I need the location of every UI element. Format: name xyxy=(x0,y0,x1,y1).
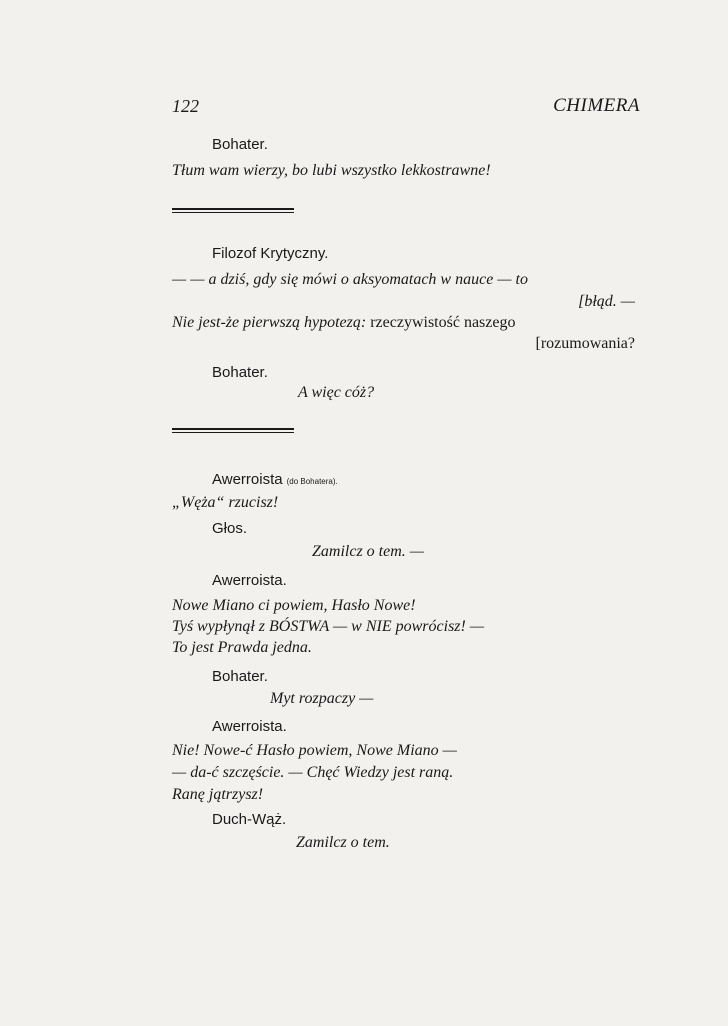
speaker-bohater-2: Bohater. xyxy=(212,364,268,381)
verse-line: Tłum wam wierzy, bo lubi wszystko lekkostrawne! xyxy=(172,162,491,179)
verse-italic-part: Nie jest-że pierwszą hypotezą: xyxy=(172,314,367,331)
verse-line: Tyś wypłynął z BÓSTWA — w NIE powrócisz! — xyxy=(172,618,485,635)
verse-line: Zamilcz o tem. xyxy=(296,834,390,851)
verse-line: „Węża“ rzucisz! xyxy=(172,494,279,511)
verse-line: — da-ć szczęście. — Chęć Wiedzy jest raną. xyxy=(172,764,454,781)
speaker-duch-waz: Duch-Wąż. xyxy=(212,811,287,828)
section-divider xyxy=(172,208,294,213)
stage-direction: (do Bohatera). xyxy=(286,477,338,486)
verse-line: Nowe Miano ci powiem, Hasło Nowe! xyxy=(172,597,416,614)
verse-continuation: [rozumowania? xyxy=(535,335,635,352)
verse-line xyxy=(172,314,515,332)
speaker-filozof: Filozof Krytyczny. xyxy=(212,245,329,262)
verse-line: To jest Prawda jedna. xyxy=(172,639,312,656)
speaker-bohater-1: Bohater. xyxy=(212,136,268,153)
verse-line: Zamilcz o tem. — xyxy=(312,543,424,560)
verse-roman-part: rzeczywistość naszego xyxy=(370,314,516,331)
speaker-awerroista-3: Awerroista. xyxy=(212,718,287,735)
verse-line: Myt rozpaczy — xyxy=(270,690,374,707)
section-divider xyxy=(172,428,294,433)
verse-line: — — a dziś, gdy się mówi o aksyomatach w nauce — to xyxy=(172,271,528,288)
verse-continuation: [błąd. — xyxy=(578,293,635,310)
speaker-awerroista-2: Awerroista. xyxy=(212,572,287,589)
speaker-glos: Głos. xyxy=(212,520,248,537)
running-title: CHIMERA xyxy=(553,95,640,116)
speaker-bohater-3: Bohater. xyxy=(212,668,268,685)
verse-line: Nie! Nowe-ć Hasło powiem, Nowe Miano — xyxy=(172,742,457,759)
verse-line: Ranę jątrzysz! xyxy=(172,786,264,803)
verse-line: A więc cóż? xyxy=(298,384,375,401)
speaker-awerroista-1 xyxy=(212,471,338,489)
page-number: 122 xyxy=(172,96,199,116)
speaker-name: Awerroista xyxy=(212,471,283,488)
